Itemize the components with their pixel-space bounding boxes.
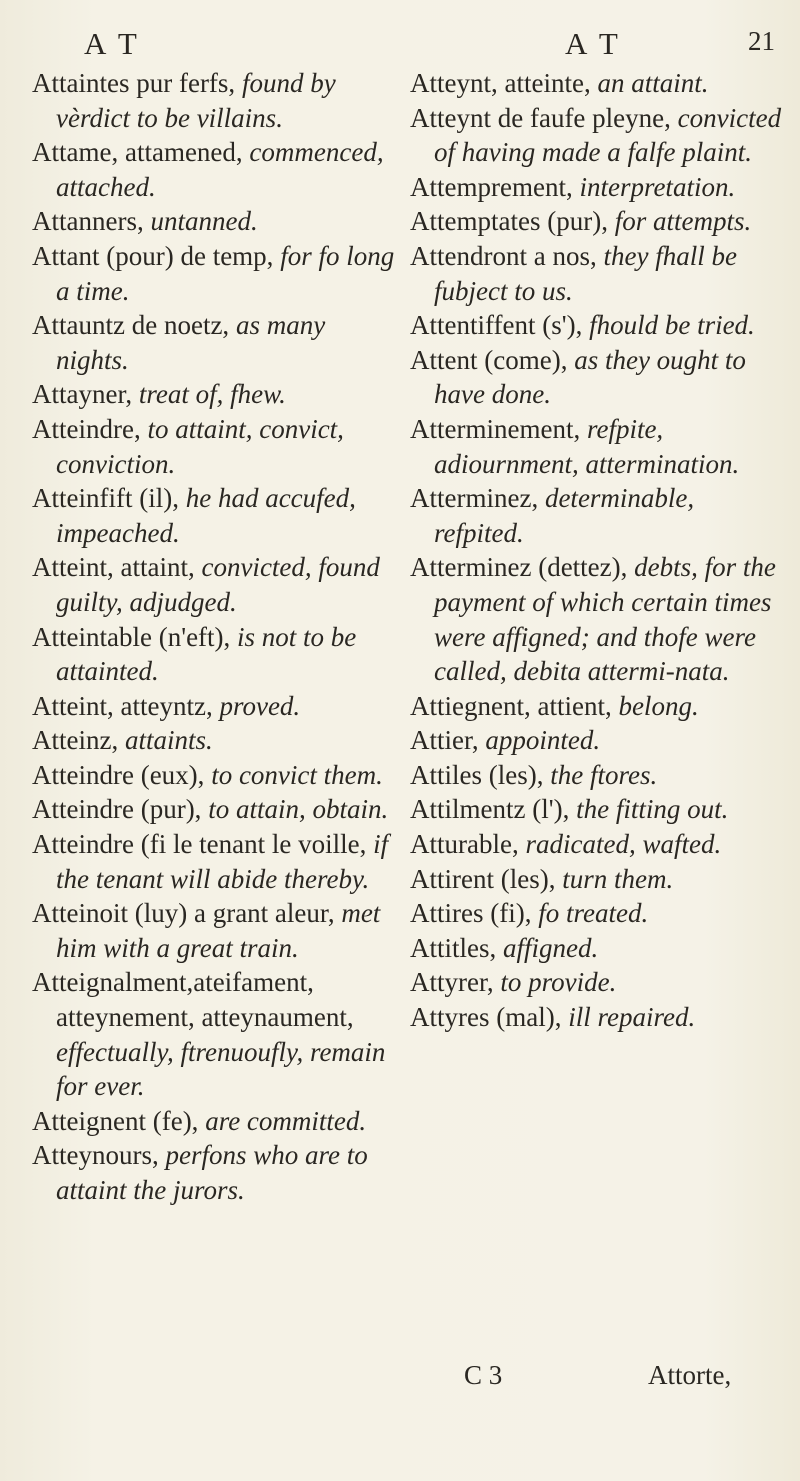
entry-headword: Atterminez, [410,483,545,514]
entry-gloss: for fo long a time. [56,240,395,306]
entry-gloss: the fitting out. [576,794,729,825]
entry-gloss: an attaint. [597,68,709,98]
entry-gloss: ill repaired. [568,1002,696,1033]
entry-headword: Attent (come), [410,344,575,375]
dictionary-entry [410,965,782,1000]
dictionary-entry [32,1104,404,1139]
dictionary-entry [32,792,404,827]
right-column [410,66,782,1035]
entry-gloss: for attempts. [614,206,752,237]
entry-gloss: they fhall be fubject to us. [434,240,737,306]
entry-gloss: the ftores. [550,759,658,790]
entry-gloss: if the tenant will abide thereby. [56,829,389,894]
dictionary-entry [32,758,404,793]
entry-gloss: perfons who are to attaint the jurors. [56,1140,368,1205]
entry-headword: Atteinoit (luy) a grant aleur, [32,898,342,929]
entry-gloss: refpite, adiournment, attermination. [434,413,740,479]
entry-gloss: commenced, attached. [56,137,384,202]
dictionary-entry [32,204,404,239]
entry-headword: Atteindre (eux), [32,759,212,790]
entry-headword: Attirent (les), [410,863,563,894]
entry-gloss: appointed. [485,725,601,756]
entry-headword: Attyrer, [410,967,501,998]
dictionary-entry [32,1138,404,1207]
entry-headword: Attemprement, [410,171,580,202]
entry-headword: Attaintes pur ferfs, [32,68,242,98]
entry-headword: Atterminez (dettez), [410,552,635,583]
entry-gloss: effectually, ftrenuoufly, remain for ever. [56,1036,386,1102]
entry-gloss: belong. [618,690,699,721]
entry-headword: Attiegnent, attient, [410,690,619,721]
dictionary-entry [32,481,404,550]
dictionary-entry [32,965,404,1103]
entry-headword: Atteint, atteyntz, [32,690,220,721]
entry-headword: Atteynt de faufe pleyne, [410,102,678,133]
entry-headword: Atteint, attaint, [32,552,202,583]
entry-headword: Attiles (les), [410,759,551,790]
entry-headword: Attanners, [32,206,151,237]
entry-headword: Attier, [410,725,486,756]
entry-gloss: to provide. [500,967,617,998]
entry-gloss: fhould be tried. [589,310,755,341]
entry-headword: Atteynours, [32,1140,166,1171]
entry-headword: Attendront a nos, [410,240,604,271]
entry-headword: Atteindre, [32,413,148,444]
entry-gloss: convicted, found guilty, adjudged. [56,552,380,617]
entry-gloss: turn them. [562,863,674,894]
dictionary-entry [32,412,404,481]
entry-headword: Attires (fi), [410,898,539,929]
entry-gloss: to convict them. [211,759,383,790]
running-head-left: A T [84,26,140,61]
dictionary-entry [410,308,782,343]
entry-gloss: interpretation. [579,171,736,202]
entry-gloss: to attain, obtain. [208,794,389,825]
catchword: Attorte, [648,1360,732,1390]
entry-gloss: is not to be attainted. [56,621,357,687]
entry-headword: Atteignalment,ateifament, atteynement, atteynaument, [32,967,354,1033]
dictionary-entry [410,170,782,205]
entry-headword: Attilmentz (l'), [410,794,577,825]
dictionary-entry [32,723,404,758]
entry-gloss: untanned. [150,206,258,237]
entry-gloss: treat of, fhew. [138,379,286,410]
dictionary-entry [32,827,404,896]
entry-headword: Attemptates (pur), [410,206,615,237]
entry-headword: Attayner, [32,379,139,410]
entry-gloss: met him with a great train. [56,898,381,963]
dictionary-entry [410,481,782,550]
entry-gloss: debts, for the payment of which certain times were affigned; and thofe were called, debita attermi-nata. [434,552,776,687]
dictionary-entry [410,862,782,897]
entry-headword: Attitles, [410,932,503,963]
dictionary-entry [410,550,782,688]
entry-headword: Attame, attamened, [32,137,250,168]
dictionary-entry [32,689,404,724]
entry-headword: Attauntz de noetz, [32,310,236,341]
dictionary-entry [410,689,782,724]
entry-gloss: radicated, wafted. [525,829,722,860]
dictionary-entry [410,412,782,481]
dictionary-entry [410,101,782,170]
dictionary-entry [32,135,404,204]
entry-headword: Atteindre (fi le tenant le voille, [32,829,374,860]
dictionary-entry [410,66,782,101]
dictionary-entry [32,550,404,619]
left-column [32,66,404,1208]
entry-headword: Attentiffent (s'), [410,310,590,341]
entry-gloss: convicted of having made a falfe plaint. [434,102,782,168]
entry-headword: Atteynt, atteinte, [410,68,598,98]
running-head-right: A T [565,26,621,61]
entry-gloss: affigned. [503,932,599,963]
entry-gloss: fo treated. [538,898,649,929]
dictionary-entry [410,1000,782,1035]
signature-mark: C 3 [464,1360,503,1390]
entry-gloss: determinable, refpited. [434,483,695,548]
entry-headword: Atteinfift (il), [32,483,186,514]
entry-headword: Atteignent (fe), [32,1105,206,1136]
entry-headword: Atturable, [410,829,526,860]
entry-gloss: he had accufed, impeached. [56,483,356,548]
entry-gloss: as they ought to have done. [434,344,746,410]
dictionary-entry [410,239,782,308]
dictionary-entry [410,343,782,412]
dictionary-entry [32,620,404,689]
dictionary-entry [410,896,782,931]
dictionary-entry [410,931,782,966]
dictionary-entry [32,308,404,377]
entry-gloss: are committed. [205,1105,367,1136]
entry-headword: Atteinz, [32,725,125,756]
entry-gloss: as many nights. [56,310,326,375]
dictionary-entry [32,66,404,135]
dictionary-entry [32,377,404,412]
entry-gloss: proved. [219,690,301,721]
entry-headword: Attant (pour) de temp, [32,240,281,271]
dictionary-entry [32,896,404,965]
dictionary-entry [410,723,782,758]
entry-headword: Atterminement, [410,413,587,444]
entry-headword: Atteindre (pur), [32,794,209,825]
dictionary-entry [410,792,782,827]
entry-gloss: attaints. [124,725,213,756]
page-number: 21 [748,26,775,56]
dictionary-entry [32,239,404,308]
entry-gloss: found by vèrdict to be villains. [56,68,336,133]
entry-gloss: to attaint, convict, conviction. [56,413,344,479]
dictionary-entry [410,758,782,793]
dictionary-entry [410,204,782,239]
entry-headword: Atteintable (n'eft), [32,621,238,652]
dictionary-entry [410,827,782,862]
entry-headword: Attyres (mal), [410,1002,569,1033]
